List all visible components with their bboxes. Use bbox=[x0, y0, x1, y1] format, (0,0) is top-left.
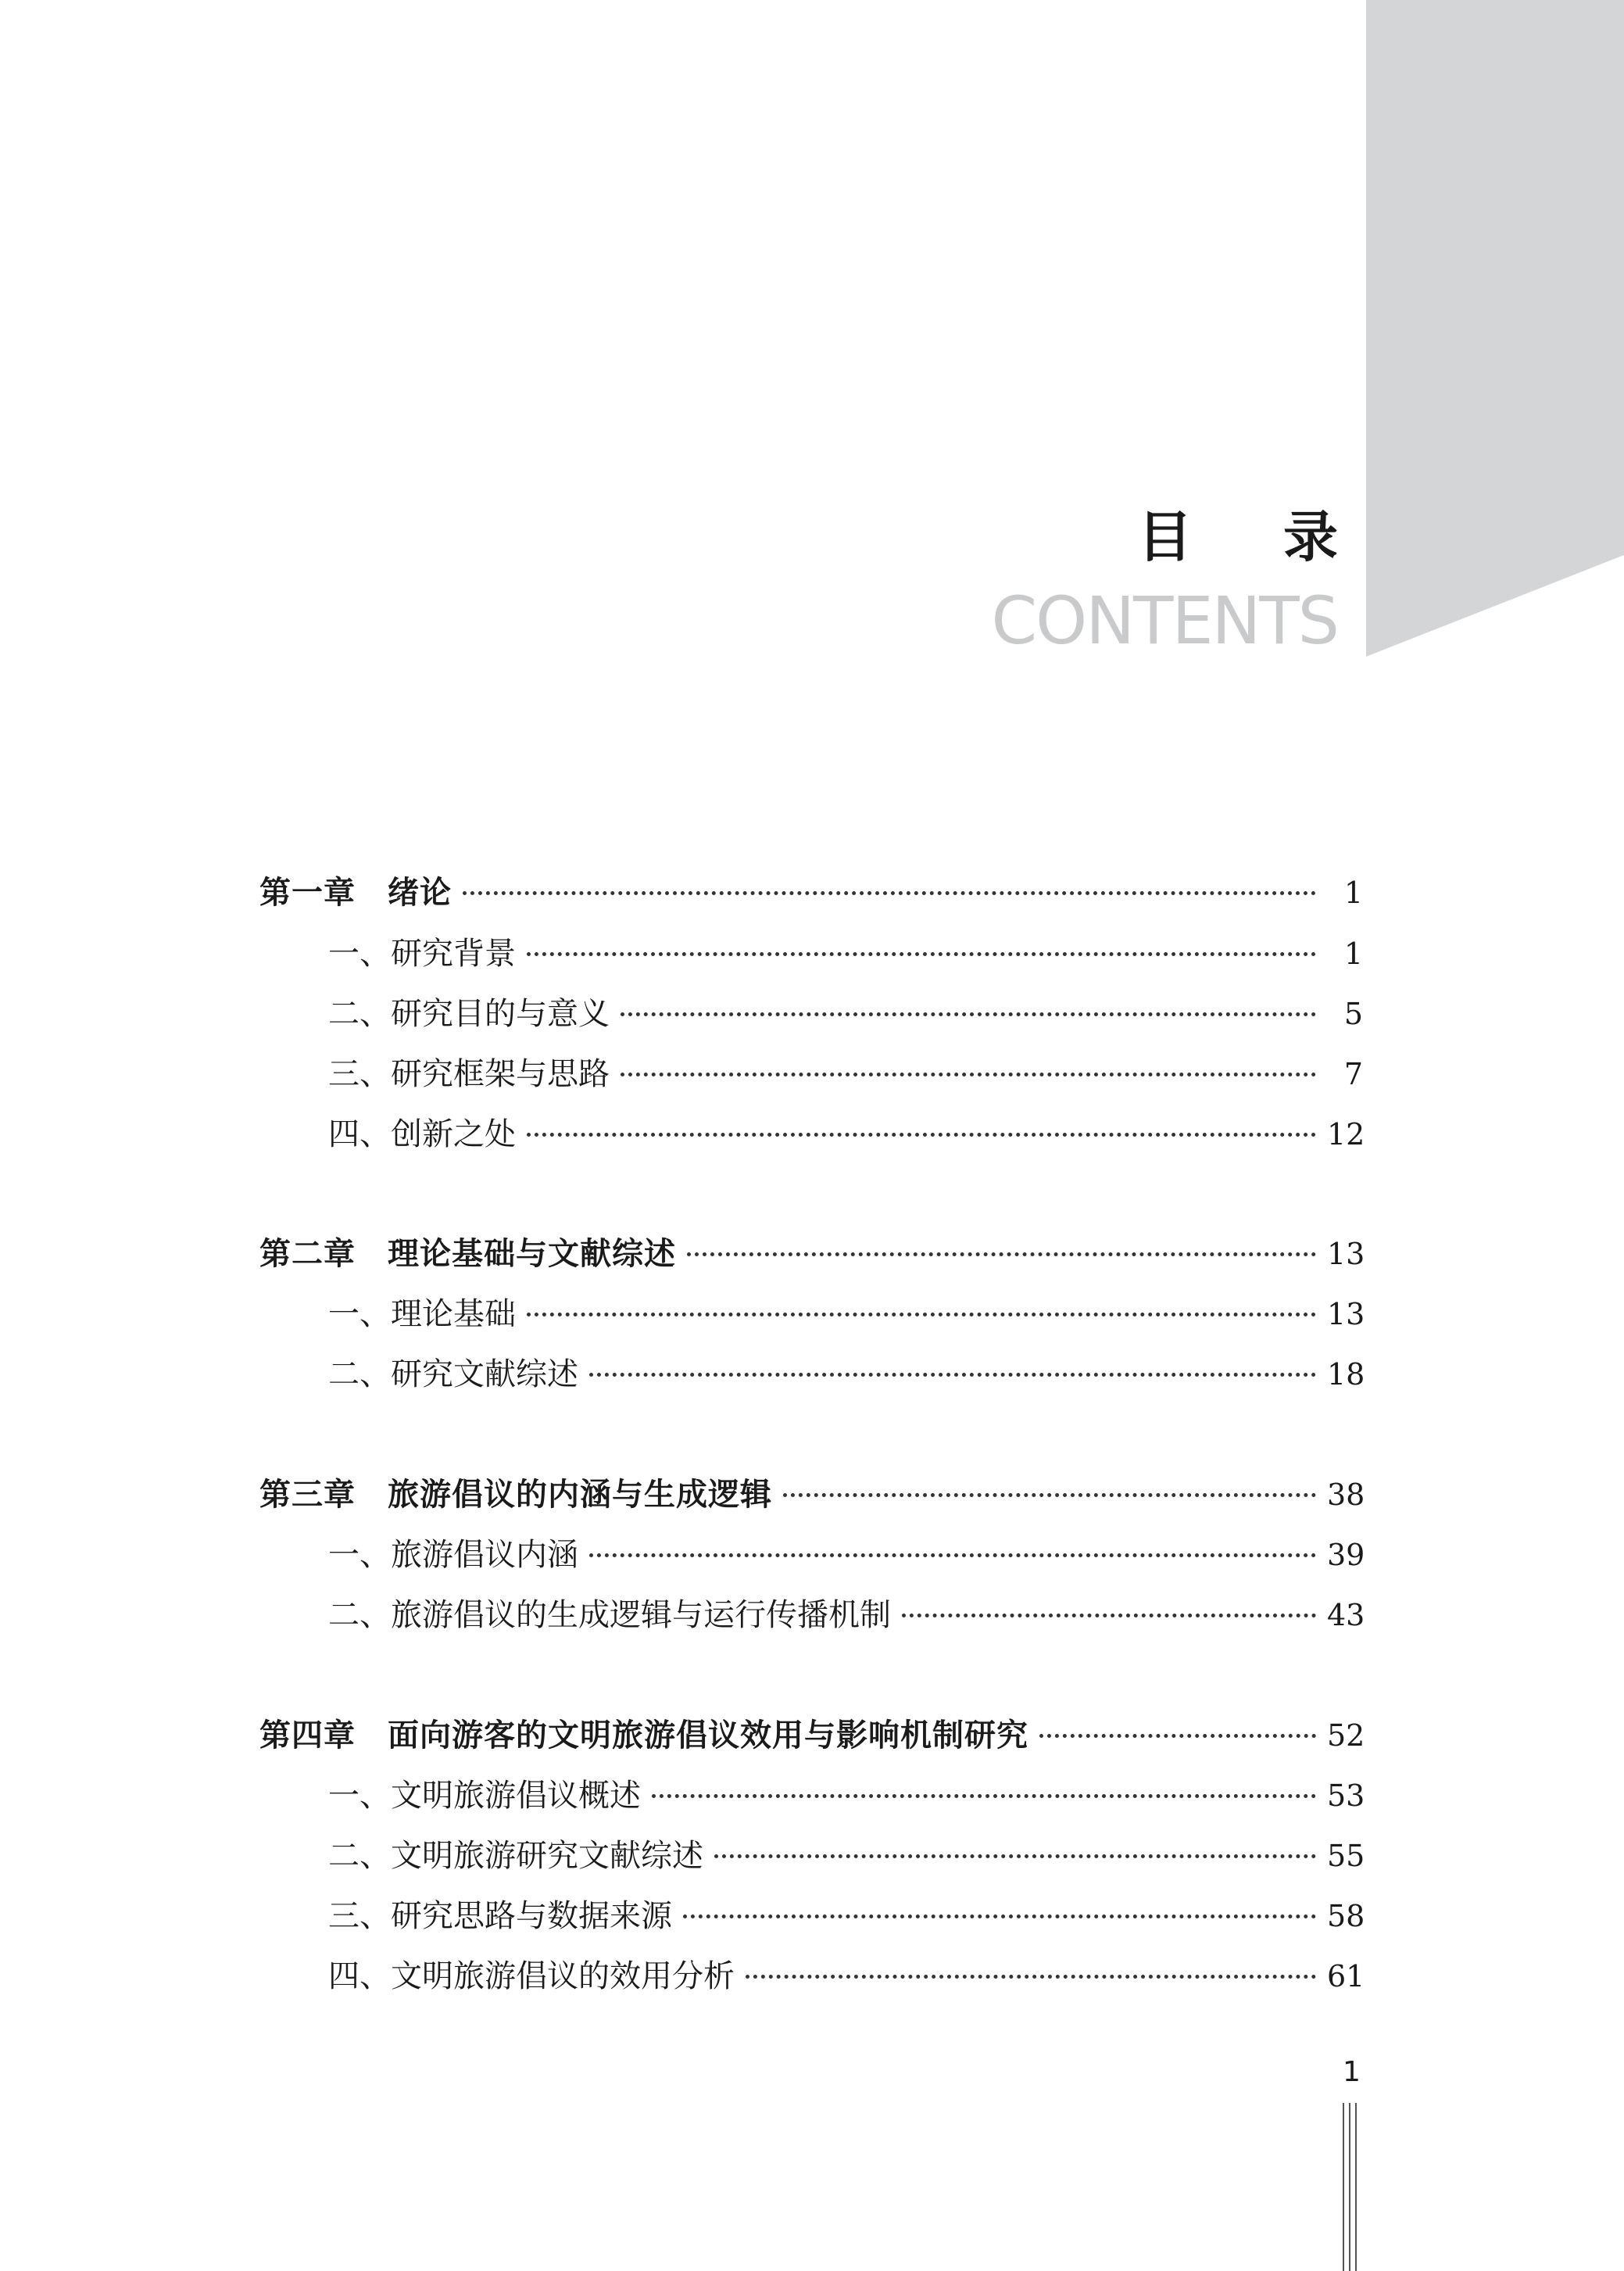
dot-leader bbox=[621, 1073, 1316, 1076]
edge-rule bbox=[1343, 2103, 1344, 2271]
toc-section-entry[interactable] bbox=[328, 1109, 1363, 1156]
toc-entry-label: 一、理论基础 bbox=[328, 1296, 516, 1332]
toc-chapter-entry[interactable] bbox=[259, 1229, 1363, 1276]
dot-leader bbox=[1039, 1734, 1316, 1738]
page-title: 目 录 bbox=[1137, 505, 1374, 569]
dot-leader bbox=[621, 1012, 1316, 1016]
toc-entry-page: 1 bbox=[1343, 876, 1363, 910]
toc-entry-label: 第四章 面向游客的文明旅游倡议效用与影响机制研究 bbox=[259, 1718, 1028, 1753]
edge-rule bbox=[1349, 2103, 1350, 2271]
toc-section-entry[interactable] bbox=[328, 1349, 1363, 1396]
edge-rule bbox=[1355, 2103, 1357, 2271]
toc-entry-label: 三、研究框架与思路 bbox=[328, 1056, 610, 1092]
toc-entry-label: 四、文明旅游倡议的效用分析 bbox=[328, 1958, 735, 1994]
dot-leader bbox=[527, 1313, 1316, 1316]
dot-leader bbox=[714, 1854, 1316, 1858]
toc-section-entry[interactable] bbox=[328, 1049, 1363, 1096]
toc-section-entry[interactable] bbox=[328, 1289, 1363, 1336]
toc-entry-label: 第二章 理论基础与文献综述 bbox=[259, 1236, 676, 1272]
dot-leader bbox=[683, 1915, 1316, 1918]
toc-entry-page: 58 bbox=[1327, 1899, 1365, 1933]
toc-entry-page: 18 bbox=[1327, 1357, 1365, 1392]
toc-section-entry[interactable] bbox=[328, 989, 1363, 1036]
toc-entry-page: 13 bbox=[1327, 1297, 1365, 1331]
toc-section-entry[interactable] bbox=[328, 1891, 1363, 1938]
toc-entry-page: 43 bbox=[1327, 1598, 1365, 1632]
dot-leader bbox=[589, 1553, 1316, 1557]
toc-entry-label: 二、文明旅游研究文献综述 bbox=[328, 1838, 703, 1874]
dot-leader bbox=[687, 1252, 1316, 1256]
dot-leader bbox=[463, 891, 1316, 895]
toc-entry-page: 52 bbox=[1327, 1718, 1365, 1753]
dot-leader bbox=[902, 1614, 1316, 1617]
toc-entry-label: 一、研究背景 bbox=[328, 936, 516, 972]
toc-entry-label: 一、旅游倡议内涵 bbox=[328, 1537, 578, 1573]
page-subtitle: CONTENTS bbox=[991, 582, 1338, 659]
toc-entry-page: 5 bbox=[1343, 997, 1363, 1031]
toc-entry-label: 二、研究目的与意义 bbox=[328, 996, 610, 1032]
toc-chapter-entry[interactable] bbox=[259, 868, 1363, 915]
toc-section-entry[interactable] bbox=[328, 1771, 1363, 1818]
toc-entry-page: 61 bbox=[1327, 1959, 1365, 1993]
toc-entry-page: 1 bbox=[1343, 937, 1363, 971]
dot-leader bbox=[652, 1794, 1316, 1798]
toc-entry-page: 53 bbox=[1327, 1778, 1365, 1813]
toc-section-entry[interactable] bbox=[328, 1831, 1363, 1878]
toc-entry-label: 一、文明旅游倡议概述 bbox=[328, 1778, 641, 1814]
toc-entry-label: 二、研究文献综述 bbox=[328, 1356, 578, 1392]
corner-decoration bbox=[1366, 0, 1624, 657]
toc-entry-label: 二、旅游倡议的生成逻辑与运行传播机制 bbox=[328, 1597, 891, 1633]
dot-leader bbox=[783, 1493, 1316, 1497]
toc-entry-page: 38 bbox=[1327, 1478, 1365, 1512]
toc-entry-page: 55 bbox=[1327, 1839, 1365, 1873]
toc-entry-page: 7 bbox=[1343, 1057, 1363, 1091]
toc-chapter-entry[interactable] bbox=[259, 1470, 1363, 1517]
toc-entry-label: 三、研究思路与数据来源 bbox=[328, 1898, 672, 1934]
toc-section-entry[interactable] bbox=[328, 1590, 1363, 1637]
toc-section-entry[interactable] bbox=[328, 1530, 1363, 1577]
page-number: 1 bbox=[1343, 2056, 1361, 2088]
toc-section-entry[interactable] bbox=[328, 929, 1363, 976]
dot-leader bbox=[527, 952, 1316, 956]
dot-leader bbox=[746, 1975, 1316, 1979]
toc-entry-label: 第一章 绪论 bbox=[259, 875, 452, 911]
toc-entry-page: 13 bbox=[1327, 1237, 1365, 1271]
toc-chapter-entry[interactable] bbox=[259, 1710, 1363, 1757]
dot-leader bbox=[527, 1133, 1316, 1137]
toc-entry-page: 12 bbox=[1327, 1117, 1365, 1152]
toc-entry-page: 39 bbox=[1327, 1538, 1365, 1572]
toc-entry-label: 第三章 旅游倡议的内涵与生成逻辑 bbox=[259, 1477, 772, 1513]
toc-section-entry[interactable] bbox=[328, 1951, 1363, 1998]
toc-entry-label: 四、创新之处 bbox=[328, 1116, 516, 1152]
dot-leader bbox=[589, 1373, 1316, 1377]
